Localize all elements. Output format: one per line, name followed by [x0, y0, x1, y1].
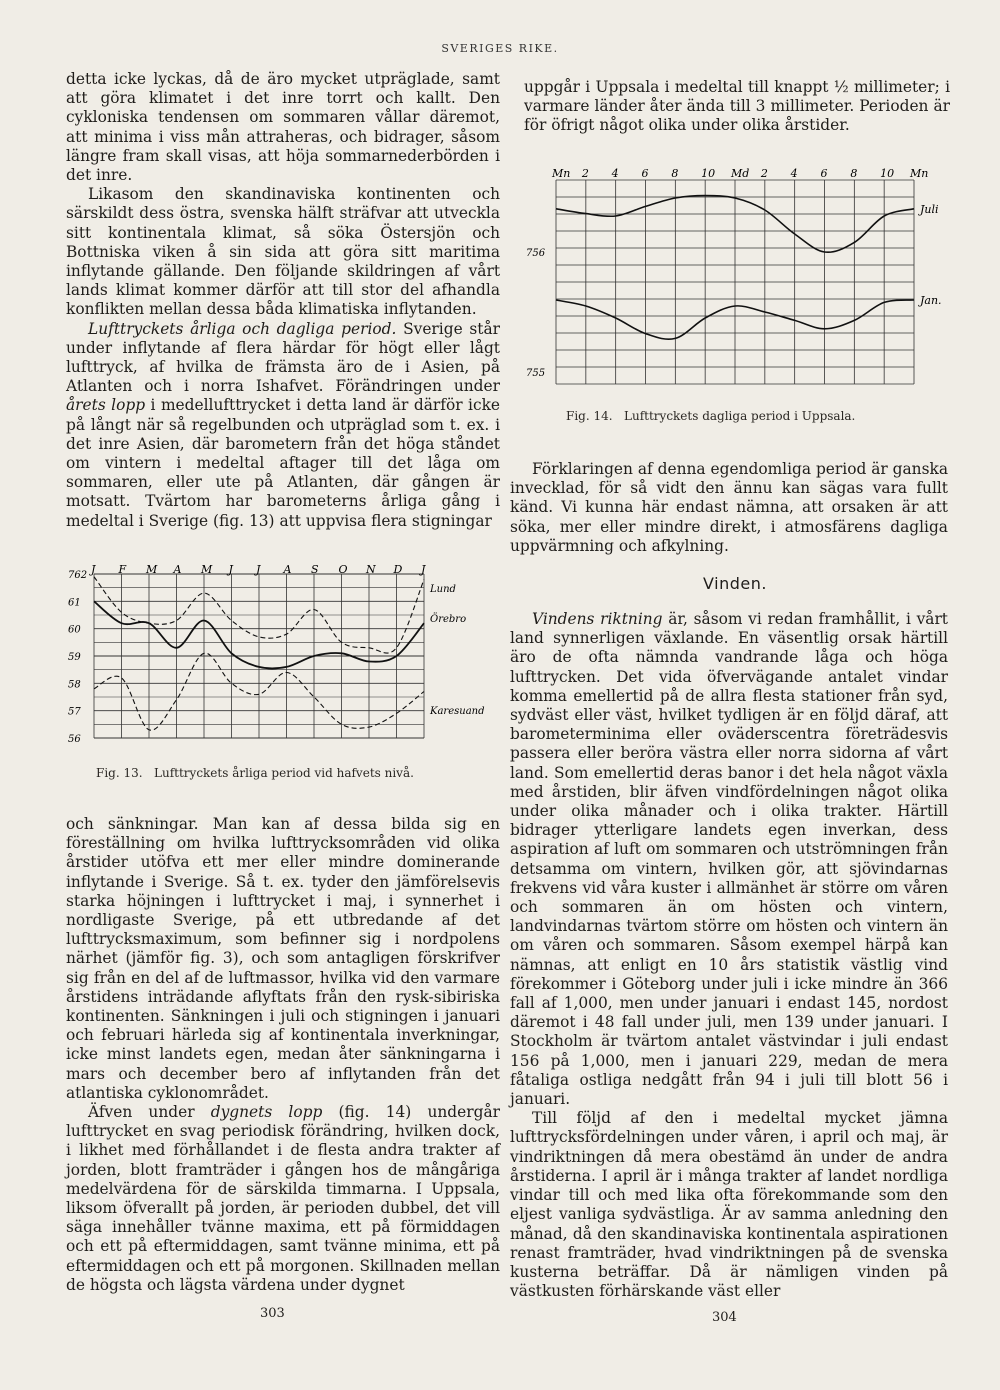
- fig14-caption-text: Lufttryckets dagliga period i Uppsala.: [624, 409, 856, 423]
- y-tick-label: 56: [68, 734, 81, 745]
- x-tick-label: 2: [760, 167, 768, 180]
- page-number-right: 304: [712, 1310, 737, 1325]
- text-run: Äfven under: [88, 1103, 211, 1122]
- x-tick-label: Md: [731, 167, 750, 180]
- x-tick-label: Mn: [910, 167, 929, 180]
- fig14-caption-label: Fig. 14.: [566, 409, 613, 423]
- x-tick-label: 10: [701, 167, 716, 180]
- x-tick-label: J: [421, 563, 426, 576]
- series-label: Jan.: [920, 294, 942, 307]
- x-tick-label: 8: [671, 167, 679, 180]
- x-tick-label: 4: [611, 167, 619, 180]
- series-label: Örebro: [430, 614, 467, 625]
- x-tick-label: 8: [850, 167, 858, 180]
- fig14-caption: [566, 409, 855, 423]
- left-column-top: [66, 70, 500, 531]
- y-tick-label: 58: [68, 679, 81, 691]
- x-tick-label: M: [146, 563, 158, 576]
- figure-14: [524, 160, 964, 400]
- x-tick-label: S: [311, 563, 319, 576]
- y-tick-label: 59: [68, 652, 81, 663]
- running-head: SVERIGES RIKE.: [441, 42, 559, 55]
- y-tick-label: 756: [526, 248, 546, 259]
- x-tick-label: 6: [641, 167, 649, 180]
- x-tick-label: 10: [880, 167, 895, 180]
- x-tick-label: J: [256, 563, 261, 576]
- series-label: Lund: [430, 584, 456, 595]
- paragraph: detta icke lyckas, då de äro mycket utpräglade, samt att göra klimatet i det inre torrt och kallt. Den cykloniska tendensen om sommaren vållar däremot, att minima i viss mån attraheras, och bidrager, såsom längre fram skall visas, att höja sommarnederbörden i det inre.: [66, 70, 500, 185]
- x-tick-label: D: [393, 563, 403, 576]
- section-title: Vinden.: [703, 574, 767, 593]
- x-tick-label: 4: [790, 167, 798, 180]
- right-column-mid: [510, 460, 948, 556]
- figure-13: [66, 562, 500, 752]
- paragraph: och sänkningar. Man kan af dessa bilda sig en föreställning om hvilka lufttrycksområden vid olika årstider utöfva ett mer eller mindre dominerande inflytande i Sverige. Så t. ex. tyder den jämförelsevis starka höjningen i lufttrycket i maj, i synnerhet i nordligaste Sverige, på ett utbredande af det lufttrycksmaximum, som befinner sig i nordpolens närhet (jämför fig. 3), och som antagligen förskrifver sig från en del af de luftmassor, hvilka vid den varmare årstidens inträdande aflyftats från den rysk-sibiriska kontinenten. Sänkningen i juli och stigningen i januari och februari härleda sig af kontinentala inverkningar, icke minst landets egen, medan åter sänkningarna i mars och december bero af inflytanden från det atlantiska cyklonområdet.: [66, 815, 500, 1102]
- fig14-chart: [524, 160, 964, 400]
- paragraph: [66, 1103, 500, 1295]
- y-tick-label: 60: [68, 624, 81, 636]
- italic-heading: Vindens riktning: [532, 610, 663, 628]
- paragraph: [66, 320, 500, 531]
- x-tick-label: A: [173, 563, 182, 576]
- italic-term: årets lopp: [66, 396, 146, 415]
- x-tick-label: 6: [820, 167, 828, 180]
- text-run: (fig. 14) undergår lufttrycket en svag periodisk förändring, hvilken dock, i likhet med förhållandet i de flesta andra trakter af jorden, blott framträder i gången hos de mångåriga medelvärdena för de särskilda timmarna. I Uppsala, liksom öfverallt på jorden, är perioden dubbel, det vill säga innehåller tvänne maxima, ett på förmiddagen och ett på eftermiddagen, samt tvänne minima, ett på eftermiddagen och ett på morgonen. Skillnaden mellan de högsta och lägsta värdena under dygnet: [66, 1103, 500, 1294]
- x-tick-label: N: [366, 563, 376, 576]
- x-tick-label: 2: [581, 167, 589, 180]
- text-run: är, såsom vi redan framhållit, i vårt land synnerligen växlande. En väsentlig orsak härtill äro de ofta nämnda vandrande låga och höga lufttrycken. Det vida öfvervägande antalet vindar komma emellertid på de allra flesta stationer från syd, sydväst eller väst, hvilket tydligen är en följd däraf, att barometerminima eller oväderscentra företrädesvis passera eller beröra västra eller norra sidorna af vårt land. Som emellertid deras banor i det hela något växla med årstiden, blir äfven vindfördelningen något olika under olika månader och i olika trakter. Härtill bidrager ytterligare landets egen inverkan, dess aspiration af luft om sommaren och utströmningen från detsamma om vintern, hvilken gör, att sjövindarnas frekvens vid våra kuster i allmänhet är större om våren och sommaren än om hösten och vintern, landvindarnas tvärtom större om hösten och vintern än om våren och sommaren. Såsom exempel härpå kan nämnas, att enligt en 10 års statistik västlig vind förekommer i Göteborg under juli i icke mindre än 366 fall af 1,000, men under januari i endast 145, nordost däremot i 48 fall under juli, men 139 under januari. I Stockholm är tvärtom antalet västvindar i juli endast 156 på 1,000, men i januari 229, medan de mera fåtaliga ostliga nedgått från 94 i juli till blott 56 i januari.: [510, 610, 948, 1109]
- paragraph: Till följd af den i medeltal mycket jämna lufttrycksfördelningen under våren, i april och maj, är vindriktningen då mera obestämd än under de andra årstiderna. I april är i många trakter af landet nordliga vindar till och med lika ofta förekommande som den eljest vanliga sydvästliga. Är av samma anledning den månad, då den skandinaviska kontinentala aspirationen renast framträder, hvad vindriktningen på de svenska kusterna beträffar. Då är nämligen vinden på västkusten förhärskande väst eller: [510, 1109, 948, 1301]
- paragraph: [510, 610, 948, 1109]
- paragraph: Förklaringen af denna egendomliga period är ganska invecklad, för så vidt den ännu kan sägas vara fullt känd. Vi kunna här endast nämna, att orsaken är att söka, mer eller mindre direkt, i atmosfärens dagliga uppvärmning och afkylning.: [510, 460, 948, 555]
- fig13-caption: [96, 766, 414, 780]
- x-tick-label: Mn: [552, 167, 571, 180]
- y-tick-label: 57: [68, 706, 81, 718]
- x-tick-label: A: [283, 563, 292, 576]
- italic-term: dygnets lopp: [210, 1103, 323, 1122]
- text-run: Sverige står under inflytande af flera härdar för högt eller lågt lufttryck, af hvilka de främsta äro de i Asien, på Atlanten och i norra Ishafvet. Förändringen under: [66, 319, 500, 396]
- y-tick-label: 762: [68, 570, 88, 581]
- x-tick-label: J: [228, 563, 233, 576]
- right-column-top: [524, 78, 950, 136]
- fig13-caption-label: Fig. 13.: [96, 766, 143, 780]
- fig13-caption-text: Lufttryckets årliga period vid hafvets nivå.: [154, 766, 414, 780]
- series-label: Karesuand: [430, 706, 485, 717]
- x-tick-label: M: [201, 563, 213, 576]
- x-tick-label: J: [91, 563, 96, 576]
- paragraph: Likasom den skandinaviska kontinenten och särskildt dess östra, svenska hälft sträfvar att utveckla sitt kontinentala klimat, så söka Östersjön och Bottniska viken å sin sida att göra sitt maritima inflytande gällande. Den följande skildringen af vårt lands klimat kommer därför att till stor del afhandla konflikten mellan dessa båda klimatiska inflytanden.: [66, 185, 500, 319]
- italic-heading: Lufttryckets årliga och dagliga period.: [88, 319, 397, 338]
- fig13-chart: [66, 562, 500, 752]
- right-column-bottom: [510, 610, 948, 1301]
- text-run: i medellufttrycket i detta land är därför icke på långt när så regelbunden och utpräglad som t. ex. i det inre Asien, där barometern från det höga ståndet om vintern i medeltal aftager till det låga om sommaren, eller ute på Atlanten, där gången är motsatt. Tvärtom har barometerns årliga gång i medeltal i Sverige (fig. 13) att uppvisa flera stigningar: [66, 396, 501, 530]
- left-column-bottom: [66, 815, 500, 1295]
- page-number-left: 303: [260, 1306, 285, 1321]
- paragraph: uppgår i Uppsala i medeltal till knappt ½ millimeter; i varmare länder åter ända till 3 millimeter. Perioden är för öfrigt något olika under olika årstider.: [524, 78, 950, 135]
- x-tick-label: O: [338, 563, 348, 576]
- x-tick-label: F: [118, 563, 127, 576]
- series-label: Juli: [920, 202, 939, 216]
- y-tick-label: 755: [526, 368, 546, 379]
- y-tick-label: 61: [68, 597, 81, 609]
